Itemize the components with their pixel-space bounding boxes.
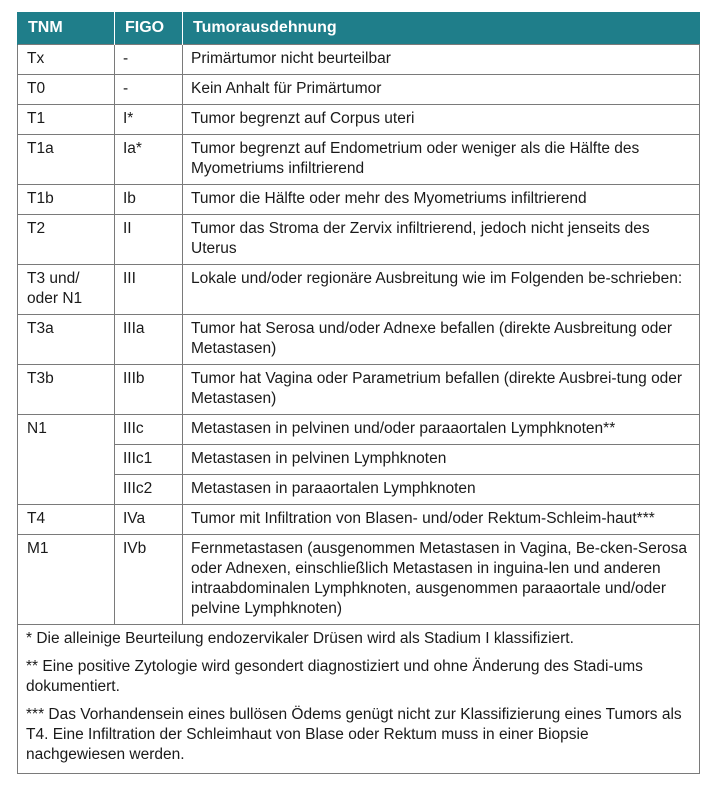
table-row (18, 365, 700, 415)
cell-tnm: N1 (18, 415, 115, 505)
cell-extent: Metastasen in pelvinen Lymphknoten (183, 445, 700, 475)
cell-extent: Tumor das Stroma der Zervix infiltrierend, jedoch nicht jenseits des Uterus (183, 215, 700, 265)
cell-figo: Ia* (115, 135, 183, 185)
table-row (18, 105, 700, 135)
cell-figo: Ib (115, 185, 183, 215)
table-header-row (18, 12, 700, 45)
cell-figo: IIIc (115, 415, 183, 445)
table-row (18, 75, 700, 105)
cell-extent: Tumor hat Vagina oder Parametrium befallen (direkte Ausbrei-tung oder Metastasen) (183, 365, 700, 415)
cell-extent: Tumor hat Serosa und/oder Adnexe befallen (direkte Ausbreitung oder Metastasen) (183, 315, 700, 365)
cell-tnm: Tx (18, 45, 115, 75)
cell-figo: IIIc1 (115, 445, 183, 475)
footnote: * Die alleinige Beurteilung endozervikaler Drüsen wird als Stadium I klassifiziert. (26, 630, 574, 647)
table-row (18, 265, 700, 315)
table-row (18, 45, 700, 75)
cell-figo: IIIa (115, 315, 183, 365)
cell-tnm: T1 (18, 105, 115, 135)
cell-figo: II (115, 215, 183, 265)
cell-tnm: T4 (18, 505, 115, 535)
table-row (18, 185, 700, 215)
cell-extent: Fernmetastasen (ausgenommen Metastasen in Vagina, Be-cken-Serosa oder Adnexen, einschließlich Metastasen in inguina-len und anderen intraabdominalen Lymphknoten, ausgenommen paraaortale und/oder pelvine Lymphknoten) (183, 535, 700, 625)
footnote: *** Das Vorhandensein eines bullösen Ödems genügt nicht zur Klassifizierung eines Tumors als T4. Eine Infiltration der Schleimhaut von Blase oder Rektum muss in einer Biopsie nachgewiesen werden. (26, 706, 682, 763)
cell-tnm: T2 (18, 215, 115, 265)
table-row (18, 315, 700, 365)
cell-figo: I* (115, 105, 183, 135)
table-row (18, 475, 700, 505)
footnotes-cell (18, 625, 700, 774)
cell-extent: Tumor begrenzt auf Endometrium oder weniger als die Hälfte des Myometriums infiltrierend (183, 135, 700, 185)
cell-tnm: M1 (18, 535, 115, 625)
cell-extent: Tumor mit Infiltration von Blasen- und/oder Rektum-Schleim-haut*** (183, 505, 700, 535)
footnote: ** Eine positive Zytologie wird gesondert diagnostiziert und ohne Änderung des Stadi-ums dokumentiert. (26, 658, 643, 695)
cell-figo: IIIb (115, 365, 183, 415)
table-row (18, 535, 700, 625)
cell-figo: III (115, 265, 183, 315)
cell-tnm: T0 (18, 75, 115, 105)
table-row (18, 215, 700, 265)
cell-extent: Tumor begrenzt auf Corpus uteri (183, 105, 700, 135)
cell-extent: Kein Anhalt für Primärtumor (183, 75, 700, 105)
cell-tnm: T3a (18, 315, 115, 365)
header-tnm: TNM (18, 12, 115, 45)
staging-table (17, 12, 700, 774)
cell-figo: IVb (115, 535, 183, 625)
cell-extent: Primärtumor nicht beurteilbar (183, 45, 700, 75)
cell-figo: IVa (115, 505, 183, 535)
cell-figo: - (115, 45, 183, 75)
staging-table-container (17, 12, 699, 774)
header-figo: FIGO (115, 12, 183, 45)
cell-tnm: T1a (18, 135, 115, 185)
table-row (18, 415, 700, 445)
table-row (18, 135, 700, 185)
cell-tnm: T3b (18, 365, 115, 415)
cell-extent: Metastasen in paraaortalen Lymphknoten (183, 475, 700, 505)
cell-figo: - (115, 75, 183, 105)
cell-tnm: T3 und/ oder N1 (18, 265, 115, 315)
cell-extent: Metastasen in pelvinen und/oder paraaortalen Lymphknoten** (183, 415, 700, 445)
table-row (18, 445, 700, 475)
cell-tnm: T1b (18, 185, 115, 215)
cell-extent: Tumor die Hälfte oder mehr des Myometriums infiltrierend (183, 185, 700, 215)
header-extent: Tumorausdehnung (183, 12, 700, 45)
table-row (18, 505, 700, 535)
footnotes-row (18, 625, 700, 774)
cell-extent: Lokale und/oder regionäre Ausbreitung wie im Folgenden be-schrieben: (183, 265, 700, 315)
cell-figo: IIIc2 (115, 475, 183, 505)
